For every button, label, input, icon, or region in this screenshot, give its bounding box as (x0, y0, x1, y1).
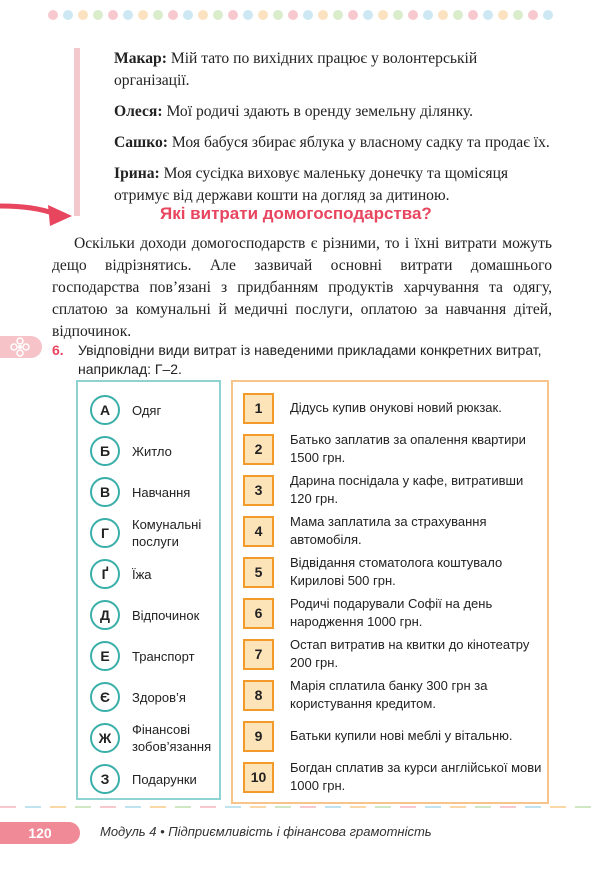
example-item (243, 675, 543, 715)
example-number: 7 (243, 639, 274, 670)
category-letter: Д (90, 600, 120, 630)
dot (363, 10, 373, 20)
example-number: 3 (243, 475, 274, 506)
dash (50, 806, 66, 808)
dialogue-block (74, 48, 550, 216)
examples-box (231, 380, 549, 804)
category-item (90, 718, 220, 758)
example-text: Родичі подарували Софії на день народження 1000 грн. (290, 596, 493, 629)
category-letter: Г (90, 518, 120, 548)
dot (468, 10, 478, 20)
category-letter: З (90, 764, 120, 794)
dash (325, 806, 341, 808)
category-label: Одяг (132, 402, 162, 418)
example-text: Дідусь купив онукові новий рюкзак. (290, 400, 502, 415)
example-number: 6 (243, 598, 274, 629)
task-number: 6. (52, 342, 64, 358)
dot (123, 10, 133, 20)
example-number: 4 (243, 516, 274, 547)
example-text: Батьки купили нові меблі у вітальню. (290, 728, 513, 743)
category-letter: Е (90, 641, 120, 671)
category-letter: Б (90, 436, 120, 466)
example-item (243, 511, 543, 551)
flower-icon (10, 337, 30, 357)
dash (525, 806, 541, 808)
dot (168, 10, 178, 20)
dash (25, 806, 41, 808)
dot (213, 10, 223, 20)
example-text: Дарина поснідала у кафе, витративши 120 грн. (290, 473, 524, 506)
dash (175, 806, 191, 808)
dot (438, 10, 448, 20)
task-marker (0, 336, 42, 358)
category-item (90, 390, 220, 430)
category-item (90, 595, 220, 635)
example-item (243, 552, 543, 592)
dot (48, 10, 58, 20)
dash (150, 806, 166, 808)
category-label: Житло (132, 443, 172, 459)
example-text: Остап витратив на квитки до кінотеатру 200 грн. (290, 637, 530, 670)
footer-divider (0, 806, 600, 810)
dot (153, 10, 163, 20)
dot (93, 10, 103, 20)
category-item (90, 472, 220, 512)
category-item (90, 636, 220, 676)
dialogue-line: Ірина: Моя сусідка виховує маленьку донечку та щомісяця отримує від держави кошти на догляд за дитиною. (114, 165, 509, 204)
dot (408, 10, 418, 20)
category-label: Здоров’я (132, 689, 186, 705)
category-item (90, 759, 220, 799)
category-letter: Є (90, 682, 120, 712)
example-item (243, 757, 543, 797)
category-label: Подарунки (132, 771, 197, 787)
dash (375, 806, 391, 808)
example-text: Марія сплатила банку 300 грн за користування кредитом. (290, 678, 488, 711)
dash (75, 806, 91, 808)
dash (200, 806, 216, 808)
dot (378, 10, 388, 20)
task-instruction (52, 341, 557, 379)
dot (183, 10, 193, 20)
running-title: Модуль 4 • Підприємливість і фінансова грамотність (100, 824, 432, 839)
pink-arrow-icon (0, 200, 75, 230)
example-text: Батько заплатив за опалення квартири 1500 грн. (290, 432, 526, 465)
dot (348, 10, 358, 20)
dot (288, 10, 298, 20)
dot (498, 10, 508, 20)
section-heading: Які витрати домогосподарства? (160, 204, 432, 223)
category-label: Навчання (132, 484, 191, 500)
example-number: 10 (243, 762, 274, 793)
example-text: Богдан сплатив за курси англійської мови 1000 грн. (290, 760, 542, 793)
task-text: Увідповідни види витрат із наведеними прикладами конкретних витрат, наприклад: Г–2. (78, 342, 542, 377)
dash (475, 806, 491, 808)
example-item (243, 634, 543, 674)
dot (513, 10, 523, 20)
dash (550, 806, 566, 808)
example-number: 1 (243, 393, 274, 424)
category-letter: Ж (90, 723, 120, 753)
category-letter: Ґ (90, 559, 120, 589)
category-item (90, 513, 220, 553)
category-item (90, 677, 220, 717)
categories-box (76, 380, 221, 800)
dash (100, 806, 116, 808)
dot (63, 10, 73, 20)
example-text: Відвідання стоматолога коштувало Кирилові 500 грн. (290, 555, 503, 588)
dash (125, 806, 141, 808)
dot (138, 10, 148, 20)
example-item (243, 429, 543, 469)
dot (318, 10, 328, 20)
dash (0, 806, 16, 808)
body-paragraph: Оскільки доходи домогосподарств є різними, то і їхні витрати можуть дещо відрізнятись. Але зазвичай основні витрати домашнього господарства пов’язані з придбанням продуктів харчування та одягу, сплатою за комунальні й медичні послуги, оплатою за навчання дітей, відпочинок. (52, 235, 552, 340)
category-item (90, 431, 220, 471)
dot (333, 10, 343, 20)
dash (350, 806, 366, 808)
dot (393, 10, 403, 20)
dot (528, 10, 538, 20)
category-letter: В (90, 477, 120, 507)
dot (108, 10, 118, 20)
example-item (243, 388, 543, 428)
dash (400, 806, 416, 808)
category-label: Фінансові зобов’язання (132, 722, 212, 754)
dash (250, 806, 266, 808)
category-label: Комунальні послуги (132, 517, 202, 549)
example-item (243, 716, 543, 756)
category-label: Їжа (132, 566, 152, 582)
dot (453, 10, 463, 20)
dash (450, 806, 466, 808)
example-item (243, 593, 543, 633)
dot (423, 10, 433, 20)
category-letter: А (90, 395, 120, 425)
page-number: 120 (0, 822, 80, 844)
dot (303, 10, 313, 20)
dash (575, 806, 591, 808)
example-number: 8 (243, 680, 274, 711)
category-label: Транспорт (132, 648, 195, 664)
dot (273, 10, 283, 20)
dash (275, 806, 291, 808)
dash (425, 806, 441, 808)
dot (483, 10, 493, 20)
dot (228, 10, 238, 20)
dot (258, 10, 268, 20)
example-item (243, 470, 543, 510)
dot (78, 10, 88, 20)
dialogue-line: Олеся: Мої родичі здають в оренду земельну ділянку. (114, 103, 474, 120)
dialogue-line: Сашко: Моя бабуся збирає яблука у власному садку та продає їх. (114, 134, 550, 151)
example-text: Мама заплатила за страхування автомобіля. (290, 514, 487, 547)
dot (243, 10, 253, 20)
category-label: Відпочинок (132, 607, 200, 623)
example-number: 5 (243, 557, 274, 588)
dash (300, 806, 316, 808)
dash (500, 806, 516, 808)
dot (198, 10, 208, 20)
category-item (90, 554, 220, 594)
example-number: 2 (243, 434, 274, 465)
dot (543, 10, 553, 20)
dash (225, 806, 241, 808)
example-number: 9 (243, 721, 274, 752)
dialogue-line: Макар: Мій тато по вихідних працює у волонтерській організації. (114, 50, 478, 89)
